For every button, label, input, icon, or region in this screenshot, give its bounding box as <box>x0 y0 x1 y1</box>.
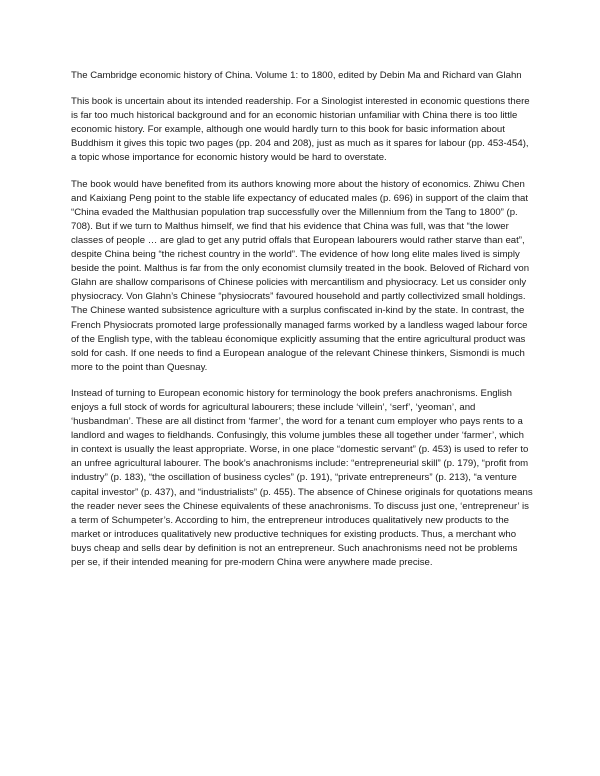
paragraph-anachronisms: Instead of turning to European economic history for terminology the book prefers anachronisms. English enjoys a full stock of words for agricultural labourers; these include ‘villein’, ‘serf’, ‘yeoman’, and ‘husbandman’. These are all distinct from ‘farmer’, the word for a tenant cum employer who pays rents to a landlord and wages to fieldhands. Confusingly, this volume jumbles these all together under ‘farmer’, which in context is usually the least appropriate. Worse, in one place “domestic servant” (p. 453) is used to refer to an unfree agricultural labourer. The book’s anachronisms include: “entrepreneurial skill” (p. 179), “profit from industry” (p. 183), “the oscillation of business cycles” (p. 191), “private entrepreneurs” (p. 213), “a venture capital investor” (p. 437), and “industrialists” (p. 455). The absence of Chinese originals for quotations means the reader never sees the Chinese equivalents of these anachronisms. To discuss just one, ‘entrepreneur’ is a term of Schumpeter’s. According to him, the entrepreneur introduces qualitatively new products to the market or introduces qualitatively new productive techniques for existing products. Thus, a merchant who buys cheap and sells dear by definition is not an entrepreneur. Such anachronisms need not be problems per se, if their intended meaning for pre-modern China were anywhere made precise. <box>71 387 533 568</box>
paragraph-readership: This book is uncertain about its intended readership. For a Sinologist interested in economic questions there is far too much historical background and for an economic historian unfamiliar with China there is too little economic history. For example, although one would hardly turn to this book for basic information about Buddhism it gives this topic two pages (pp. 204 and 208), just as much as it spares for labour (pp. 453-454), a topic whose importance for economic history would be hard to overstate. <box>71 96 530 164</box>
document-title: The Cambridge economic history of China. Volume 1: to 1800, edited by Debin Ma and Richard van Glahn <box>71 70 522 81</box>
document-body <box>71 69 533 582</box>
paragraph-history-of-economics: The book would have benefited from its authors knowing more about the history of economics. Zhiwu Chen and Kaixiang Peng point to the stable life expectancy of educated males (p. 696) in support of the claim that “China evaded the Malthusian population trap successfully over the Millennium from the Tang to 1800” (p. 708). But if we turn to Malthus himself, we find that his evidence that China was full, was that “the lower classes of people … are glad to get any putrid offals that European labourers would rather starve than eat”, despite China being “the richest country in the world”. The evidence of how long elite males lived is simply beside the point. Malthus is far from the only economist clumsily treated in the book. Beloved of Richard von Glahn are shallow comparisons of Chinese policies with mercantilism and physiocracy. Let us consider only physiocracy. Von Glahn’s Chinese “physiocrats” favoured household and partly collectivized small holdings. The Chinese wanted subsistence agriculture with a surplus confiscated in-kind by the state. In contrast, the French Physiocrats promoted large professionally managed farms worked by a landless waged labour force of the English type, with the tableau économique explicitly assuming that the entire agricultural product was sold for cash. If one needs to find a European analogue of the relevant Chinese thinkers, Sismondi is much more to the point than Quesnay. <box>71 178 530 373</box>
